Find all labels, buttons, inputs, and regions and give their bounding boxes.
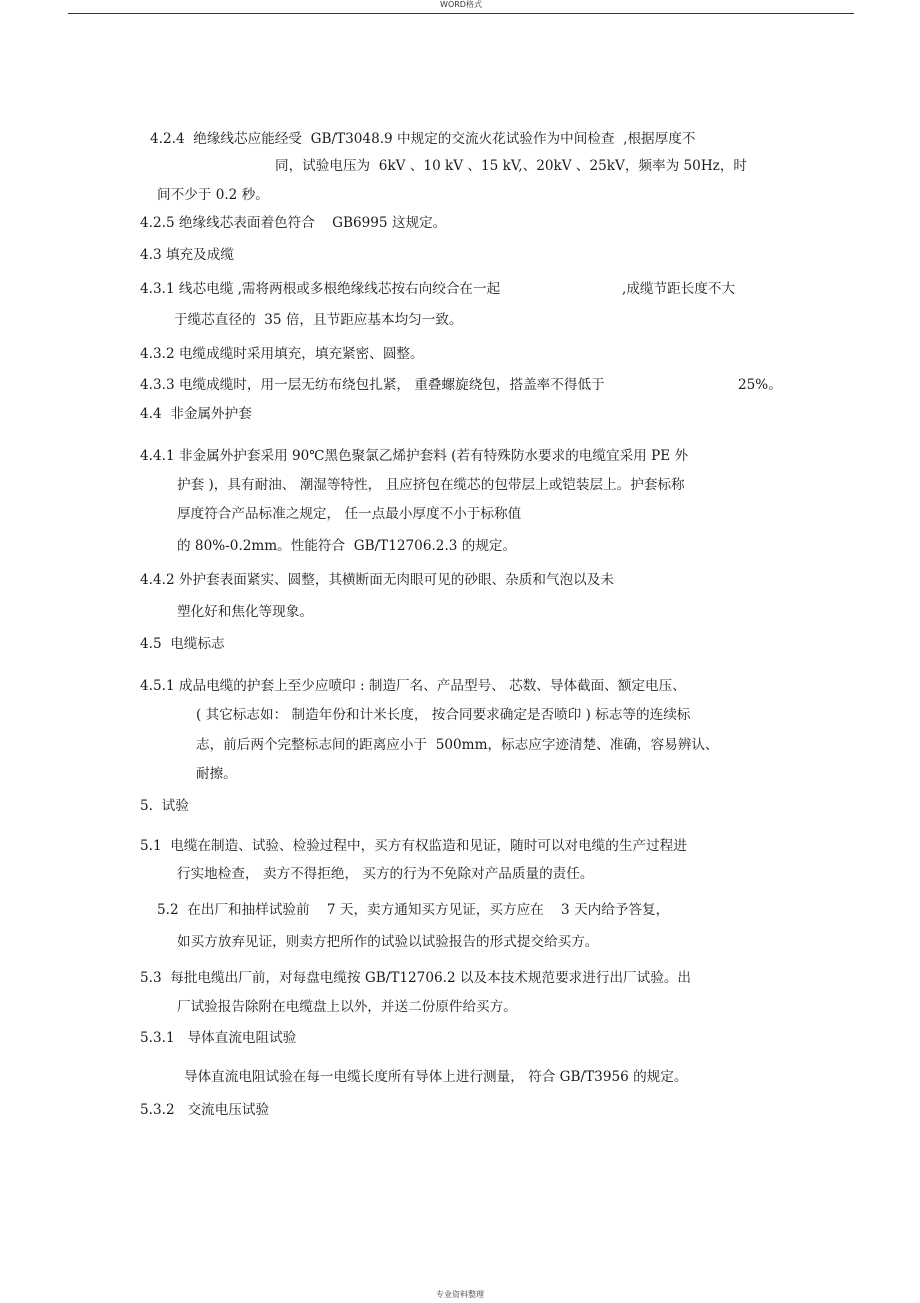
text-line: 耐擦。 — [196, 766, 237, 782]
page-footer: 专业资料整理 — [436, 1290, 484, 1299]
text-line: 护套 )，具有耐油、 潮湿等特性， 且应挤包在缆芯的包带层上或铠装层上。护套标称 — [177, 477, 685, 493]
page-header: WORD格式 — [68, 0, 854, 14]
text-line: 厂试验报告除附在电缆盘上以外，并送二份原件给买方。 — [177, 999, 517, 1015]
text-line: 厚度符合产品标准之规定， 任一点最小厚度不小于标称值 — [177, 506, 522, 522]
text-line: 4.3.1 线芯电缆 ,需将两根或多根绝缘线芯按右向绞合在一起 — [140, 281, 501, 297]
text-line: 4.2.4 绝缘线芯应能经受 GB/T3048.9 中规定的交流火花试验作为中间检查 ,根据厚度不 — [150, 131, 696, 147]
text-line: 4.3 填充及成缆 — [140, 247, 234, 263]
text-line: 塑化好和焦化等现象。 — [177, 604, 313, 620]
text-line: 5.3.2 交流电压试验 — [140, 1102, 270, 1118]
text-line: 4.4 非金属外护套 — [140, 406, 252, 422]
text-line: 的 80%-0.2mm。性能符合 GB/T12706.2.3 的规定。 — [177, 538, 517, 554]
text-line: 4.2.5 绝缘线芯表面着色符合 GB6995 这规定。 — [140, 215, 447, 231]
text-line: 志，前后两个完整标志间的距离应小于 500mm，标志应字迹清楚、准确，容易辨认、 — [196, 737, 719, 753]
text-line: 同，试验电压为 6kV 、10 kV 、15 kV,、20kV 、25kV，频率为 50Hz，时 — [275, 158, 748, 174]
text-line: 间不少于 0.2 秒。 — [157, 187, 269, 203]
text-line: 4.5.1 成品电缆的护套上至少应喷印 : 制造厂名、产品型号、 芯数、导体截面、额定电压、 — [140, 678, 686, 694]
text-line: 导体直流电阻试验在每一电缆长度所有导体上进行测量， 符合 GB/T3956 的规定。 — [184, 1069, 688, 1085]
text-line: 25%。 — [738, 377, 782, 393]
text-line: 4.4.1 非金属外护套采用 90℃黑色聚氯乙烯护套料 (若有特殊防水要求的电缆宜采用 PE 外 — [140, 448, 689, 464]
text-line: 5. 试验 — [140, 798, 189, 814]
text-line: 于缆芯直径的 35 倍，且节距应基本均匀一致。 — [174, 312, 463, 328]
text-line: 行实地检查， 卖方不得拒绝， 买方的行为不免除对产品质量的责任。 — [177, 866, 594, 882]
text-line: 4.3.2 电缆成缆时采用填充，填充紧密、圆整。 — [140, 346, 424, 362]
text-line: ( 其它标志如： 制造年份和计米长度， 按合同要求确定是否喷印 ) 标志等的连续标 — [196, 707, 691, 723]
text-line: 5.2 在出厂和抽样试验前 7 天，卖方通知买方见证，买方应在 3 天内给予答复， — [157, 902, 670, 918]
text-line: 4.3.3 电缆成缆时，用一层无纺布绕包扎紧， 重叠螺旋绕包，搭盖率不得低于 — [140, 377, 605, 393]
text-line: ,成缆节距长度不大 — [622, 281, 736, 297]
text-line: 如买方放弃见证，则卖方把所作的试验以试验报告的形式提交给买方。 — [177, 934, 599, 950]
text-line: 5.3 每批电缆出厂前，对每盘电缆按 GB/T12706.2 以及本技术规范要求进行出厂试验。出 — [140, 970, 692, 986]
text-line: 5.1 电缆在制造、试验、检验过程中，买方有权监造和见证，随时可以对电缆的生产过程进 — [140, 838, 687, 854]
text-line: 4.5 电缆标志 — [140, 636, 225, 652]
text-line: 5.3.1 导体直流电阻试验 — [140, 1030, 297, 1046]
text-line: 4.4.2 外护套表面紧实、圆整，其横断面无肉眼可见的砂眼、杂质和气泡以及未 — [140, 572, 614, 588]
